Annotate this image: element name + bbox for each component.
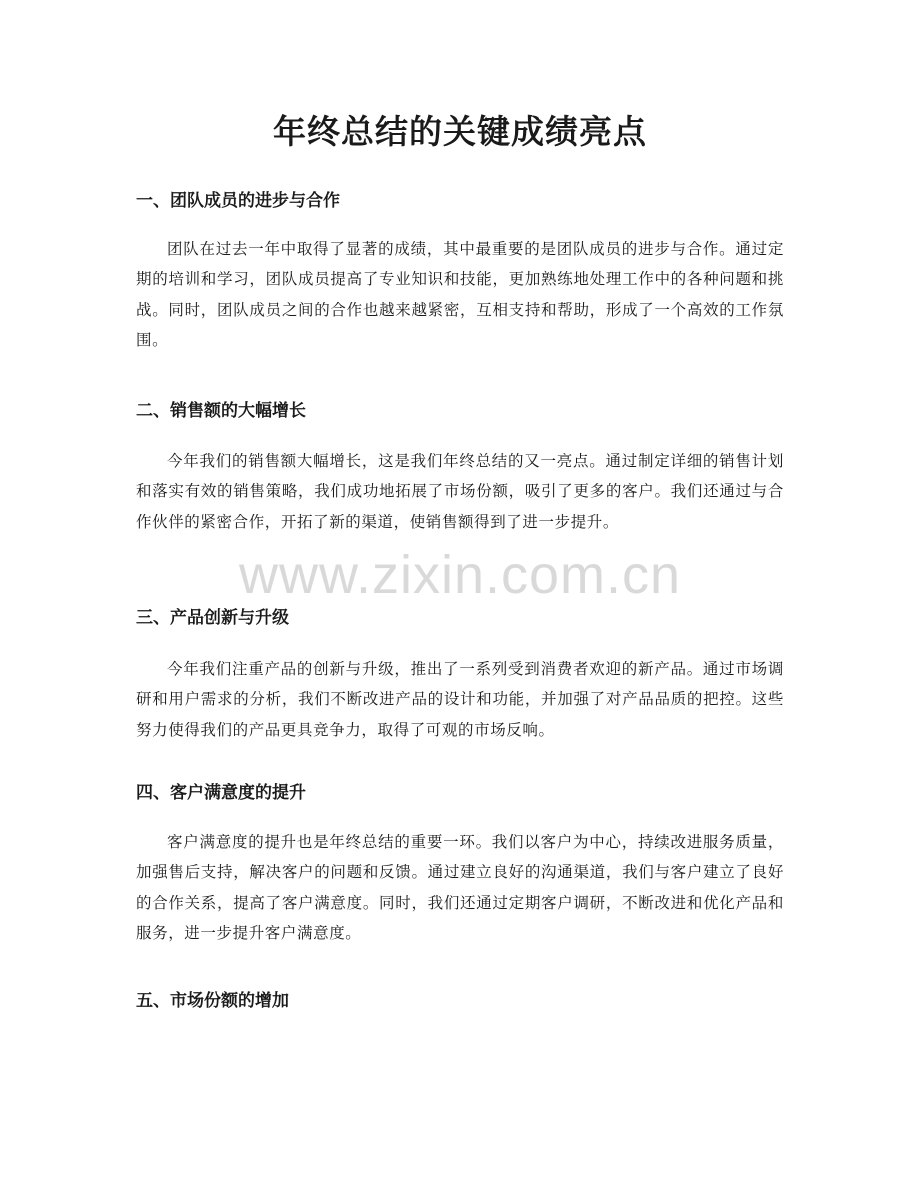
section-heading-1: 一、团队成员的进步与合作 xyxy=(136,191,340,211)
section-heading-3: 三、产品创新与升级 xyxy=(136,608,289,628)
section-heading-5: 五、市场份额的增加 xyxy=(136,991,289,1011)
section-body-4: 客户满意度的提升也是年终总结的重要一环。我们以客户为中心，持续改进服务质量，加强售后支持，解决客户的问题和反馈。通过建立良好的沟通渠道，我们与客户建立了良好的合作关系，提高了客户满意度。同时，我们还通过定期客户调研，不断改进和优化产品和服务，进一步提升客户满意度。 xyxy=(136,833,784,942)
section-heading-4: 四、客户满意度的提升 xyxy=(136,783,306,803)
document-title: 年终总结的关键成绩亮点 xyxy=(273,112,647,151)
section-body-1: 团队在过去一年中取得了显著的成绩，其中最重要的是团队成员的进步与合作。通过定期的培训和学习，团队成员提高了专业知识和技能，更加熟练地处理工作中的各种问题和挑战。同时，团队成员之间的合作也越来越紧密，互相支持和帮助，形成了一个高效的工作氛围。 xyxy=(136,240,784,349)
section-heading-2: 二、销售额的大幅增长 xyxy=(136,401,306,421)
watermark: www.zixin.com.cn xyxy=(238,545,682,605)
section-body-2: 今年我们的销售额大幅增长，这是我们年终总结的又一亮点。通过制定详细的销售计划和落实有效的销售策略，我们成功地拓展了市场份额，吸引了更多的客户。我们还通过与合作伙伴的紧密合作，开拓了新的渠道，使销售额得到了进一步提升。 xyxy=(136,452,784,531)
section-body-3: 今年我们注重产品的创新与升级，推出了一系列受到消费者欢迎的新产品。通过市场调研和用户需求的分析，我们不断改进产品的设计和功能，并加强了对产品品质的把控。这些努力使得我们的产品更具竞争力，取得了可观的市场反响。 xyxy=(136,660,784,739)
